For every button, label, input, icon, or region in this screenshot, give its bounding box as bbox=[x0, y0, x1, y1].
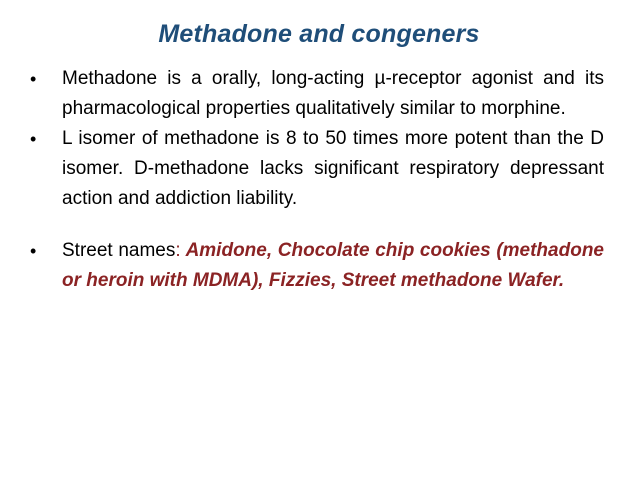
street-names-list: Amidone, Chocolate chip cookies (methadone or heroin with MDMA), Fizzies, Street methadone Wafer. bbox=[62, 240, 604, 291]
bullet-list bbox=[30, 64, 604, 296]
bullet-icon: • bbox=[30, 129, 37, 149]
bullet-icon: • bbox=[30, 69, 37, 89]
bullet-item-isomers bbox=[30, 124, 604, 214]
street-names-label: Street names bbox=[62, 240, 176, 261]
bullet-text: L isomer of methadone is 8 to 50 times more potent than the D isomer. D-methadone lacks significant respiratory depressant action and addiction liability. bbox=[62, 128, 604, 209]
street-names-colon: : bbox=[175, 240, 181, 261]
bullet-item-street-names bbox=[30, 236, 604, 296]
bullet-item-methadone-agonist bbox=[30, 64, 604, 124]
bullet-text: Methadone is a orally, long-acting µ-receptor agonist and its pharmacological properties qualitatively similar to morphine. bbox=[62, 68, 604, 119]
bullet-icon: • bbox=[30, 241, 37, 261]
slide-title: Methadone and congeners bbox=[158, 20, 480, 48]
